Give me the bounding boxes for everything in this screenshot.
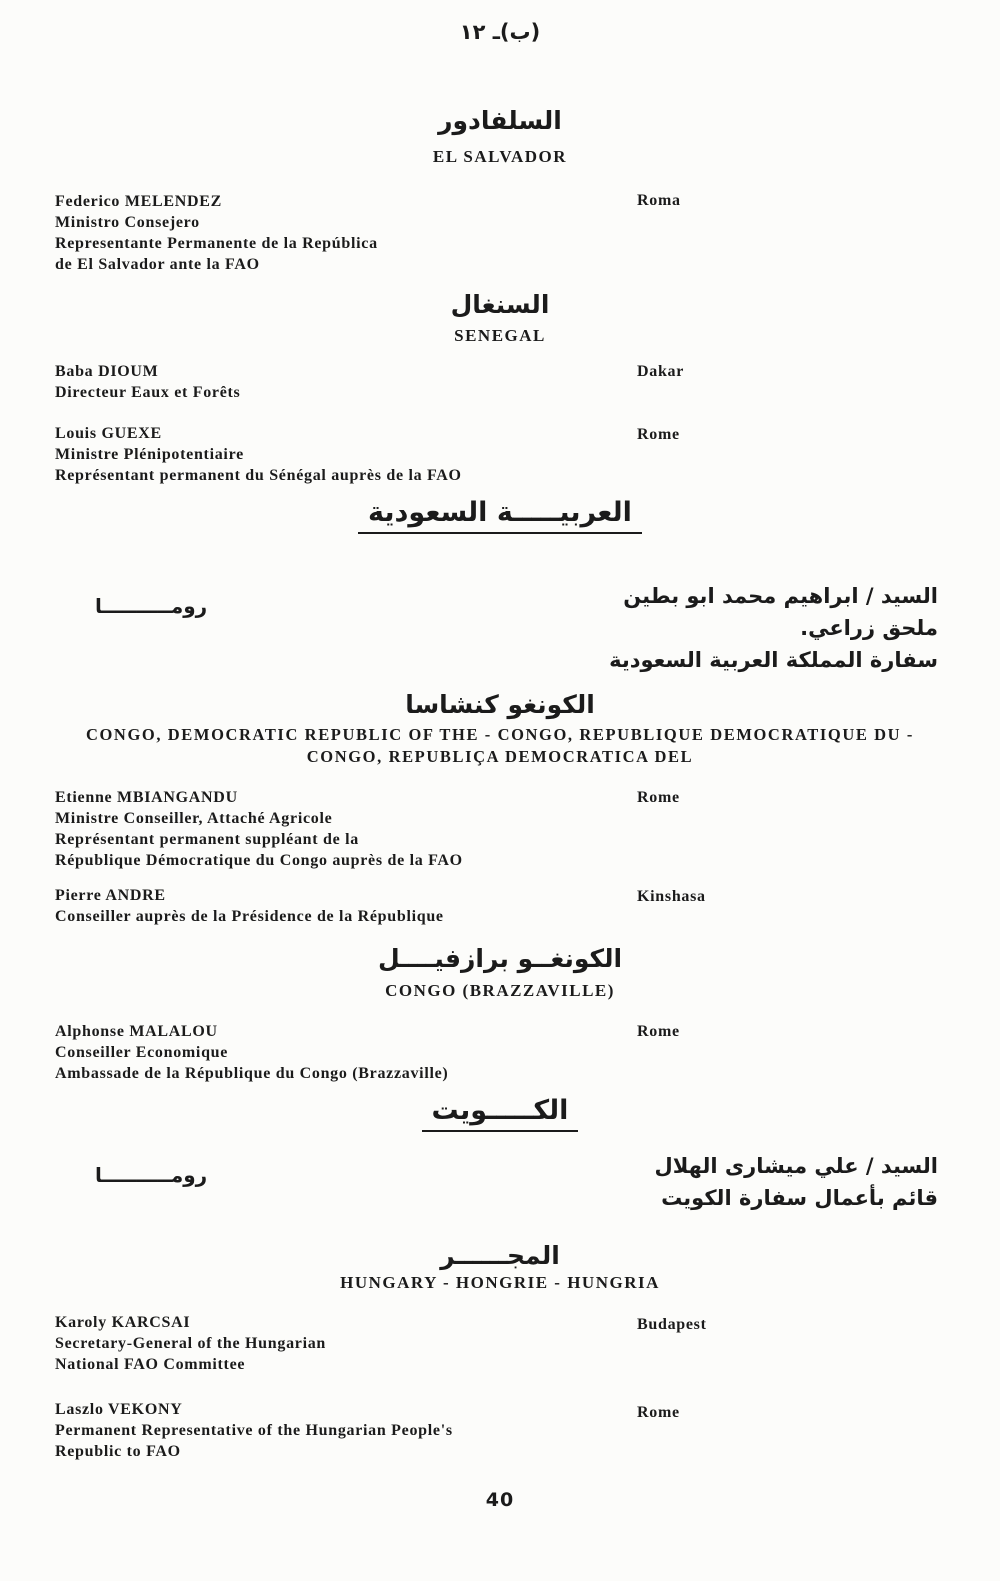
delegate-title-line: Republic to FAO	[55, 1443, 181, 1460]
delegate-name: Karoly KARCSAI	[55, 1314, 191, 1331]
delegate-title-line: Ambassade de la République du Congo (Brazzaville)	[55, 1065, 449, 1082]
section-heading-arabic-hungary: المجــــــر	[440, 1241, 560, 1270]
delegate-entry	[55, 1312, 326, 1375]
delegate-entry	[55, 787, 463, 871]
section-heading-arabic-el-salvador: السلفادور	[438, 106, 562, 135]
delegate-title-line: Ministro Consejero	[55, 214, 200, 231]
arabic-delegate-line: سفارة المملكة العربية السعودية	[609, 648, 938, 672]
delegate-entry	[55, 361, 241, 403]
section-heading-line: CONGO, DEMOCRATIC REPUBLIC OF THE - CONGO, REPUBLIQUE DEMOCRATIQUE DU -	[85, 725, 915, 744]
delegate-title-line: Conseiller Economique	[55, 1044, 229, 1061]
delegate-title-line: Représentant permanent du Sénégal auprès de la FAO	[55, 467, 462, 484]
delegate-location: Kinshasa	[637, 888, 706, 905]
delegate-title-line: Representante Permanente de la República	[55, 235, 378, 252]
delegate-name: Federico MELENDEZ	[55, 193, 222, 210]
arabic-delegate-line: ملحق زراعي.	[800, 616, 938, 640]
delegate-entry	[55, 423, 462, 486]
delegate-title-line: Représentant permanent suppléant de la	[55, 831, 359, 848]
delegate-location: Roma	[637, 192, 681, 209]
section-heading-senegal: SENEGAL	[454, 326, 546, 345]
delegate-title-line: Ministre Plénipotentiaire	[55, 446, 244, 463]
delegate-name: Pierre ANDRE	[55, 887, 166, 904]
section-heading-arabic-senegal: السنغال	[450, 290, 550, 319]
section-heading-el-salvador: EL SALVADOR	[432, 147, 568, 166]
delegate-entry	[55, 191, 378, 275]
delegate-name: Alphonse MALALOU	[55, 1023, 218, 1040]
delegate-entry-arabic	[654, 1150, 938, 1214]
delegate-name: Baba DIOUM	[55, 363, 159, 380]
delegate-location: Rome	[637, 1023, 680, 1040]
section-heading-congo-brazzaville: CONGO (BRAZZAVILLE)	[385, 981, 615, 1000]
delegate-title-line: National FAO Committee	[55, 1356, 246, 1373]
arabic-delegate-line: السيد / ابراهيم محمد ابو بطين	[623, 584, 938, 608]
delegate-name: Laszlo VEKONY	[55, 1401, 183, 1418]
section-heading-line: CONGO, REPUBLIÇA DEMOCRATICA DEL	[306, 747, 694, 766]
delegate-name: Etienne MBIANGANDU	[55, 789, 238, 806]
page-marker-arabic: (ب)ـ ١٢	[459, 20, 541, 44]
underlined-heading-text: الكـــــويت	[422, 1096, 579, 1132]
delegate-location: Budapest	[637, 1316, 707, 1333]
section-heading-arabic-congo-kinshasa: الكونغو كنشاسا	[405, 690, 595, 719]
section-heading-arabic-congo-brazzaville: الكونغــو برازفيــــل	[377, 944, 623, 973]
arabic-delegate-line: قائم بأعمال سفارة الكويت	[661, 1186, 938, 1210]
delegate-title-line: République Démocratique du Congo auprès de la FAO	[55, 852, 463, 869]
delegate-entry-arabic	[609, 580, 938, 676]
arabic-delegate-line: السيد / علي ميشارى الهلال	[654, 1154, 938, 1178]
delegate-location-arabic: رومــــــــــا	[95, 594, 208, 618]
section-heading-arabic-saudi-arabia	[0, 498, 1000, 534]
delegate-entry	[55, 885, 444, 927]
delegate-entry	[55, 1021, 448, 1084]
delegate-entry	[55, 1399, 453, 1462]
delegate-name: Louis GUEXE	[55, 425, 162, 442]
delegate-location: Rome	[637, 426, 680, 443]
section-heading-hungary: HUNGARY - HONGRIE - HUNGRIA	[340, 1273, 660, 1292]
delegate-title-line: Conseiller auprès de la Présidence de la République	[55, 908, 444, 925]
delegate-title-line: Secretary-General of the Hungarian	[55, 1335, 327, 1352]
page-number: 40	[485, 1489, 515, 1511]
delegate-location: Rome	[637, 789, 680, 806]
delegate-location: Dakar	[637, 363, 685, 380]
delegate-title-line: Ministre Conseiller, Attaché Agricole	[55, 810, 333, 827]
underlined-heading-text: العربيـــــة السعودية	[358, 498, 642, 534]
delegate-title-line: Directeur Eaux et Forêts	[55, 384, 241, 401]
section-heading-arabic-kuwait	[0, 1096, 1000, 1132]
delegate-title-line: Permanent Representative of the Hungarian People's	[55, 1422, 453, 1439]
delegate-location-arabic: رومــــــــــا	[95, 1163, 208, 1187]
delegate-title-line: de El Salvador ante la FAO	[55, 256, 260, 273]
delegate-location: Rome	[637, 1404, 680, 1421]
section-heading-congo-dr	[0, 724, 1000, 768]
